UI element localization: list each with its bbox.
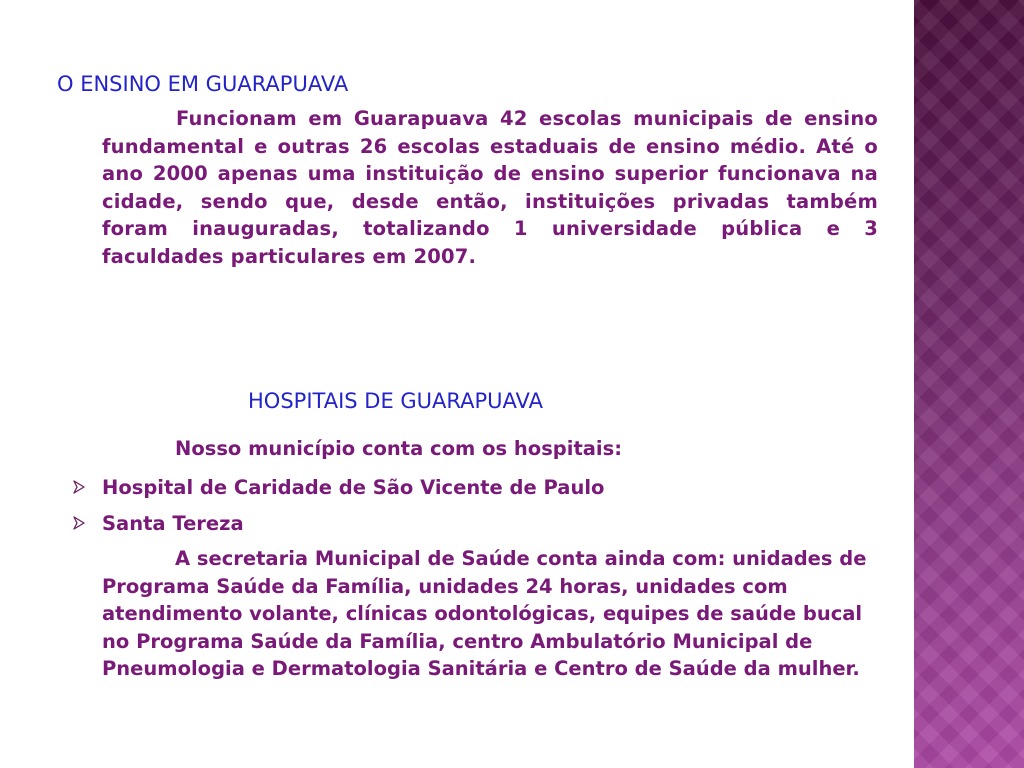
arrowhead-bullet-icon	[72, 480, 86, 494]
city-name: Guarapuava	[353, 107, 489, 130]
heading-hospitais: HOSPITAIS DE GUARAPUAVA	[248, 389, 543, 413]
hospital-name: Santa Tereza	[102, 512, 244, 535]
hospitais-intro: Nosso município conta com os hospitais:	[175, 437, 623, 460]
ensino-paragraph-rest: 42 escolas municipais de ensino fundamental e outras 26 escolas estaduais de ensino médio. Até o ano 2000 apenas uma instituição de ensino superior funcionava na cidade, sendo que, desde então, instituições privadas também foram inauguradas, totalizando 1 universidade pública e 3 faculdades particulares em 2007.	[102, 107, 878, 268]
heading-ensino: O ENSINO EM GUARAPUAVA	[57, 72, 349, 96]
decorative-side-panel	[912, 0, 1024, 768]
ensino-paragraph	[102, 105, 878, 270]
secretaria-paragraph: A secretaria Municipal de Saúde conta ainda com: unidades de Programa Saúde da Família, unidades 24 horas, unidades com atendimento volante, clínicas odontológicas, equipes de saúde bucal no Programa Saúde da Família, centro Ambulatório Municipal de Pneumologia e Dermatologia Sanitária e Centro de Saúde da mulher.	[102, 547, 867, 680]
ensino-paragraph-start: Funcionam em	[176, 107, 354, 130]
hospital-name: Hospital de Caridade de São Vicente de Paulo	[102, 476, 605, 499]
arrowhead-bullet-icon	[72, 516, 86, 530]
